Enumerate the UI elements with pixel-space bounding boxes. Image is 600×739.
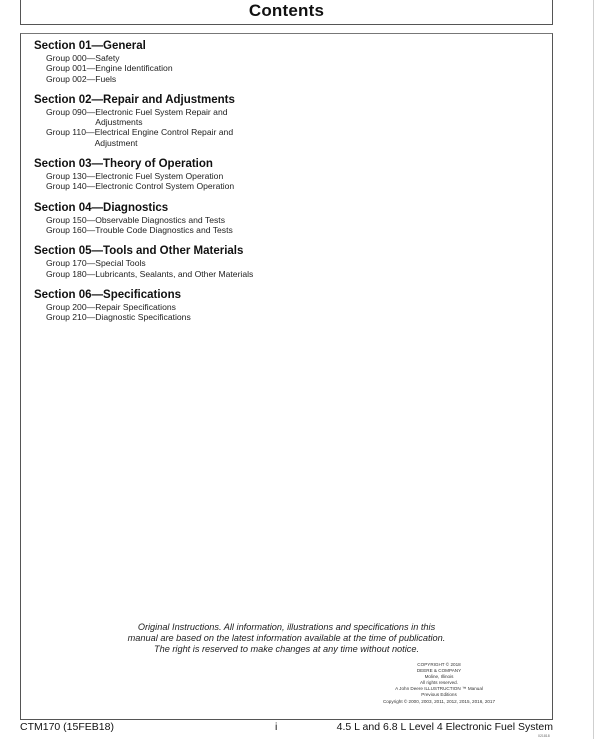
- contents-panel: [20, 33, 553, 720]
- group-title: Diagnostic Specifications: [95, 312, 191, 323]
- footer-code: 021818: [538, 734, 550, 738]
- copyright-line: A John Deere ILLUSTRUCTION ™ Manual: [395, 686, 483, 692]
- group-item[interactable]: [34, 225, 434, 235]
- section-title[interactable]: Section 05—Tools and Other Materials: [34, 245, 244, 258]
- group-title: Special Tools: [95, 258, 146, 269]
- group-title: Observable Diagnostics and Tests: [95, 214, 225, 225]
- section-05: [34, 245, 434, 279]
- group-item[interactable]: [34, 258, 434, 268]
- group-item[interactable]: [34, 302, 434, 312]
- group-number: Group 150—: [46, 214, 96, 225]
- group-item[interactable]: [34, 127, 434, 148]
- contents-header: [20, 0, 553, 25]
- notice-line: manual are based on the latest information available at the time of publication.: [127, 633, 446, 644]
- group-item[interactable]: [34, 53, 434, 63]
- group-number: Group 200—: [46, 301, 96, 312]
- page-edge-divider: [593, 0, 594, 739]
- copyright-line: DEERE & COMPANY: [416, 668, 462, 674]
- copyright-line: Moline, Illinois: [424, 674, 454, 680]
- copyright-line: All rights reserved.: [419, 680, 459, 686]
- group-item[interactable]: [34, 171, 434, 181]
- copyright-block: [339, 662, 539, 705]
- section-title[interactable]: Section 02—Repair and Adjustments: [34, 93, 235, 106]
- section-04: [34, 202, 434, 236]
- group-title: Lubricants, Sealants, and Other Materials: [95, 268, 254, 279]
- copyright-line: Copyright © 2000, 2003, 2011, 2012, 2015, 2016, 2017: [382, 698, 496, 704]
- section-06: [34, 289, 434, 323]
- group-number: Group 002—: [46, 73, 96, 84]
- group-item[interactable]: [34, 215, 434, 225]
- section-title[interactable]: Section 06—Specifications: [34, 288, 181, 301]
- page-title: Contents: [248, 1, 325, 20]
- group-title: Trouble Code Diagnostics and Tests: [95, 224, 233, 235]
- group-number: Group 210—: [46, 312, 96, 323]
- group-title: Repair Specifications: [95, 301, 176, 312]
- notice-line: Original Instructions. All information, illustrations and specifications in this: [137, 622, 436, 632]
- section-title[interactable]: Section 03—Theory of Operation: [34, 158, 213, 171]
- copyright-line: Previous Editions: [421, 692, 457, 698]
- group-number: Group 001—: [46, 63, 96, 74]
- group-item[interactable]: [34, 312, 434, 322]
- section-01: [34, 40, 434, 84]
- notice-line: The right is reserved to make changes at any time without notice.: [153, 644, 420, 655]
- original-instructions-notice: [21, 622, 552, 656]
- group-number: Group 170—: [46, 258, 96, 269]
- section-02: [34, 94, 434, 148]
- group-number: Group 160—: [46, 224, 96, 235]
- group-item[interactable]: [34, 74, 434, 84]
- group-title: Electronic Fuel System Operation: [95, 171, 224, 182]
- page-number: i: [275, 721, 278, 733]
- group-number: Group 130—: [46, 171, 96, 182]
- copyright-line: COPYRIGHT © 2018: [417, 662, 461, 667]
- group-title: Electrical Engine Control Repair and Adjustment: [94, 127, 234, 148]
- group-number: Group 140—: [46, 181, 96, 192]
- group-title: Electronic Control System Operation: [95, 181, 235, 192]
- group-number: Group 090—: [46, 106, 96, 117]
- group-title: Engine Identification: [95, 63, 173, 74]
- group-item[interactable]: [34, 107, 434, 128]
- group-item[interactable]: [34, 269, 434, 279]
- section-title[interactable]: Section 01—General: [34, 40, 146, 52]
- group-number: Group 180—: [46, 268, 96, 279]
- group-title: Fuels: [95, 73, 117, 84]
- document-id: CTM170 (15FEB18): [20, 721, 114, 733]
- section-title[interactable]: Section 04—Diagnostics: [34, 201, 169, 214]
- document-title: 4.5 L and 6.8 L Level 4 Electronic Fuel System: [336, 721, 553, 733]
- group-number: Group 000—: [46, 53, 96, 63]
- group-item[interactable]: [34, 181, 434, 191]
- group-item[interactable]: [34, 63, 434, 73]
- group-title: Safety: [95, 53, 120, 63]
- section-03: [34, 158, 434, 192]
- group-title: Electronic Fuel System Repair and Adjustments: [95, 106, 228, 128]
- table-of-contents: [34, 40, 434, 332]
- group-number: Group 110—: [46, 127, 95, 138]
